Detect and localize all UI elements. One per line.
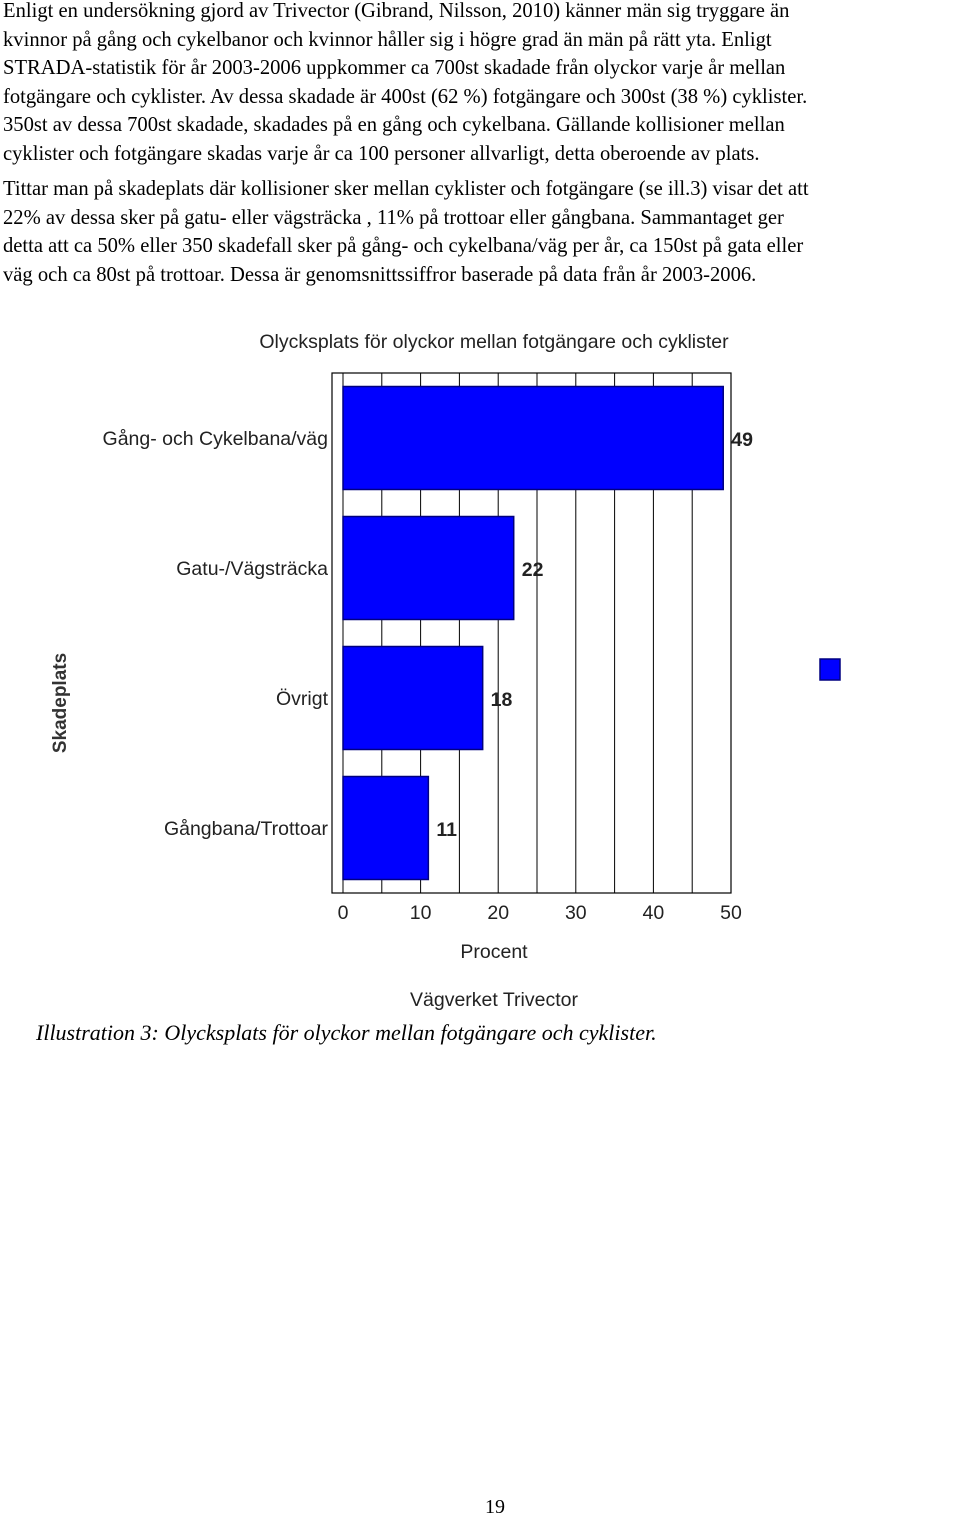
x-tick-label: 30: [564, 902, 587, 924]
bar: [343, 517, 514, 620]
x-tick-label: 0: [337, 902, 349, 924]
y-axis-label: Skadeplats: [50, 652, 71, 754]
text-line: Tittar man på skadeplats där kollisioner sker mellan cyklister och fotgängare (se ill.3) visar det att: [3, 178, 809, 200]
text-line: väg och ca 80st på trottoar. Dessa är genomsnittssiffror baserade på data från år 2003-2006.: [3, 263, 757, 286]
category-label: Övrigt: [275, 688, 328, 710]
text-line: detta att ca 50% eller 350 skadefall sker på gång- och cykelbana/väg per år, ca 150st på gata eller: [3, 235, 804, 257]
text-line: 350st av dessa 700st skadade, skadades på en gång och cykelbana. Gällande kollisioner mellan: [3, 114, 785, 136]
text-line: STRADA-statistik för år 2003-2006 uppkommer ca 700st skadade från olyckor varje år mellan: [3, 57, 786, 79]
page-number: 19: [485, 1496, 505, 1518]
category-label: Gatu-/Vägsträcka: [176, 558, 328, 580]
bar: [343, 777, 428, 880]
text-line: 22% av dessa sker på gatu- eller vägsträcka , 11% på trottoar eller gångbana. Sammantaget ger: [3, 206, 784, 229]
chart-title: Olycksplats för olyckor mellan fotgängare och cyklister: [259, 331, 729, 353]
bar: [343, 647, 483, 750]
bar: [343, 387, 723, 490]
value-label: 49: [731, 429, 753, 451]
x-tick-label: 10: [409, 902, 432, 924]
chart-figure: [0, 315, 960, 1025]
bar-chart: [0, 315, 960, 1025]
x-tick-label: 50: [720, 902, 742, 924]
x-tick-label: 20: [487, 902, 510, 924]
text-line: Enligt en undersökning gjord av Trivector (Gibrand, Nilsson, 2010) känner män sig tryggare än: [3, 0, 790, 22]
value-label: 22: [521, 559, 544, 581]
text-line: cyklister och fotgängare skadas varje år ca 100 personer allvarligt, detta oberoende av plats.: [3, 142, 760, 165]
figure-caption: Illustration 3: Olycksplats för olyckor mellan fotgängare och cyklister.: [36, 1020, 657, 1045]
value-label: 18: [490, 689, 513, 711]
x-tick-label: 40: [642, 902, 665, 924]
x-axis-label: Procent: [460, 941, 528, 963]
value-label: 11: [436, 819, 457, 841]
category-label: Gång- och Cykelbana/väg: [102, 428, 328, 450]
chart-source: Vägverket Trivector: [410, 989, 578, 1011]
category-label: Gångbana/Trottoar: [163, 818, 328, 840]
text-line: fotgängare och cyklister. Av dessa skadade är 400st (62 %) fotgängare och 300st (38 %) cyklister.: [3, 85, 808, 108]
body-paragraph-2: [3, 175, 959, 289]
body-paragraph-1: [3, 0, 959, 168]
legend-swatch: [820, 659, 840, 680]
text-line: kvinnor på gång och cykelbanor och kvinnor håller sig i högre grad än män på rätt yta. Enligt: [3, 28, 772, 51]
